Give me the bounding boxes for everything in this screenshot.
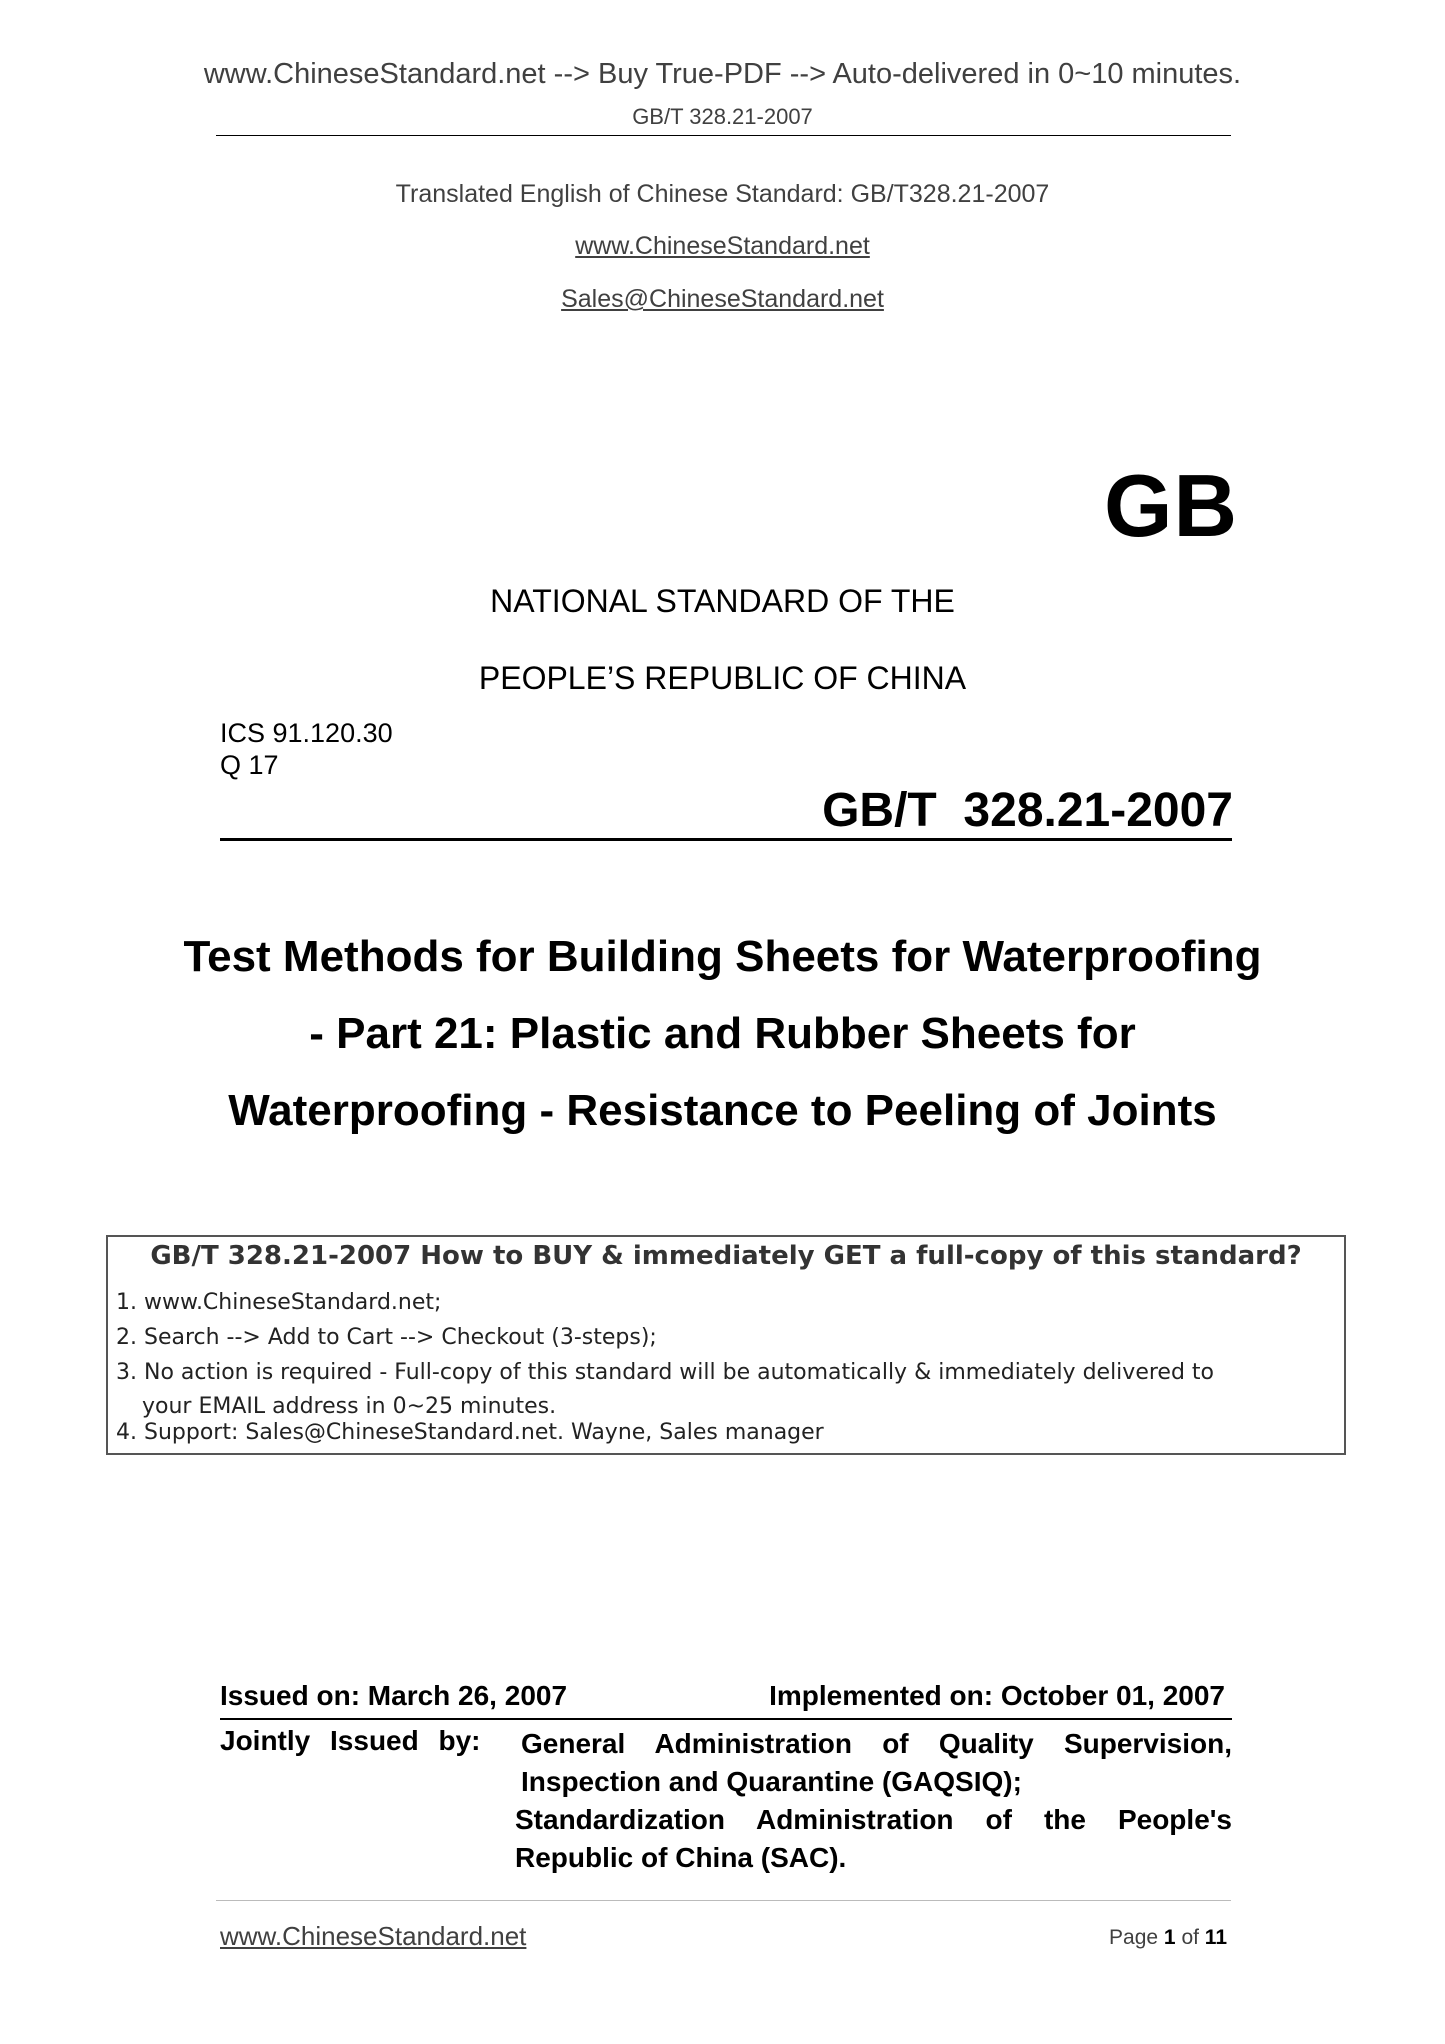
page-label: Page (1109, 1926, 1159, 1949)
page-current: 1 (1163, 1926, 1176, 1949)
standard-number-divider (220, 838, 1232, 841)
ccs-code: Q 17 (220, 750, 279, 780)
issuer-gaqsiq-line1: General Administration of Quality Supervision, (521, 1728, 1232, 1759)
header-divider (216, 135, 1231, 136)
jointly-issued-label: Jointly Issued by: (220, 1725, 481, 1756)
issuer-sac-line1: Standardization Administration of the People's (515, 1804, 1232, 1835)
purchase-info-box (106, 1235, 1346, 1455)
purchase-step-2: 2. Search --> Add to Cart --> Checkout (3-steps); (116, 1325, 657, 1350)
site-link-text[interactable]: www.ChineseStandard.net (575, 232, 870, 260)
purchase-step-4[interactable]: 4. Support: Sales@ChineseStandard.net. Wayne, Sales manager (116, 1420, 824, 1445)
document-title: Test Methods for Building Sheets for Waterproofing - Part 21: Plastic and Rubber Sheets for Waterproofing - Resistance to Peeling of Joints (183, 932, 1262, 1135)
page-of: of (1181, 1926, 1199, 1949)
footer-divider (216, 1900, 1231, 1901)
page-total: 11 (1204, 1926, 1227, 1949)
implemented-date: Implemented on: October 01, 2007 (769, 1680, 1225, 1711)
issued-date: Issued on: March 26, 2007 (220, 1680, 568, 1711)
purchase-step-3-continued: your EMAIL address in 0~25 minutes. (142, 1394, 557, 1419)
top-banner[interactable]: www.ChineseStandard.net --> Buy True-PDF --> Auto-delivered in 0~10 minutes. (203, 58, 1242, 90)
issuer-sac-line2: Republic of China (SAC). (515, 1842, 847, 1873)
sales-email-link[interactable] (0, 285, 1445, 314)
national-standard-line: NATIONAL STANDARD OF THE (490, 583, 955, 619)
header-standard-ref: GB/T 328.21-2007 (632, 104, 813, 129)
ics-code: ICS 91.120.30 (220, 718, 393, 748)
purchase-step-3: 3. No action is required - Full-copy of this standard will be automatically & immediately delivered to (116, 1360, 1214, 1385)
site-link[interactable] (0, 232, 1445, 261)
page-indicator (1109, 1926, 1227, 1950)
gb-mark: GB (1104, 456, 1238, 555)
issuer-list (515, 1725, 1232, 1877)
purchase-step-1[interactable]: 1. www.ChineseStandard.net; (116, 1290, 442, 1315)
issuer-gaqsiq-line2: Inspection and Quarantine (GAQSIQ); (521, 1766, 1022, 1797)
purchase-info-title: GB/T 328.21-2007 How to BUY & immediately GET a full-copy of this standard? (150, 1241, 1302, 1271)
issue-divider (220, 1718, 1232, 1720)
standard-number: GB/T 328.21-2007 (822, 784, 1233, 837)
republic-line: PEOPLE’S REPUBLIC OF CHINA (478, 660, 967, 696)
translated-notice: Translated English of Chinese Standard: GB/T328.21-2007 (395, 180, 1050, 208)
footer-site-link[interactable]: www.ChineseStandard.net (220, 1921, 527, 1951)
sales-email-text[interactable]: Sales@ChineseStandard.net (561, 285, 884, 313)
